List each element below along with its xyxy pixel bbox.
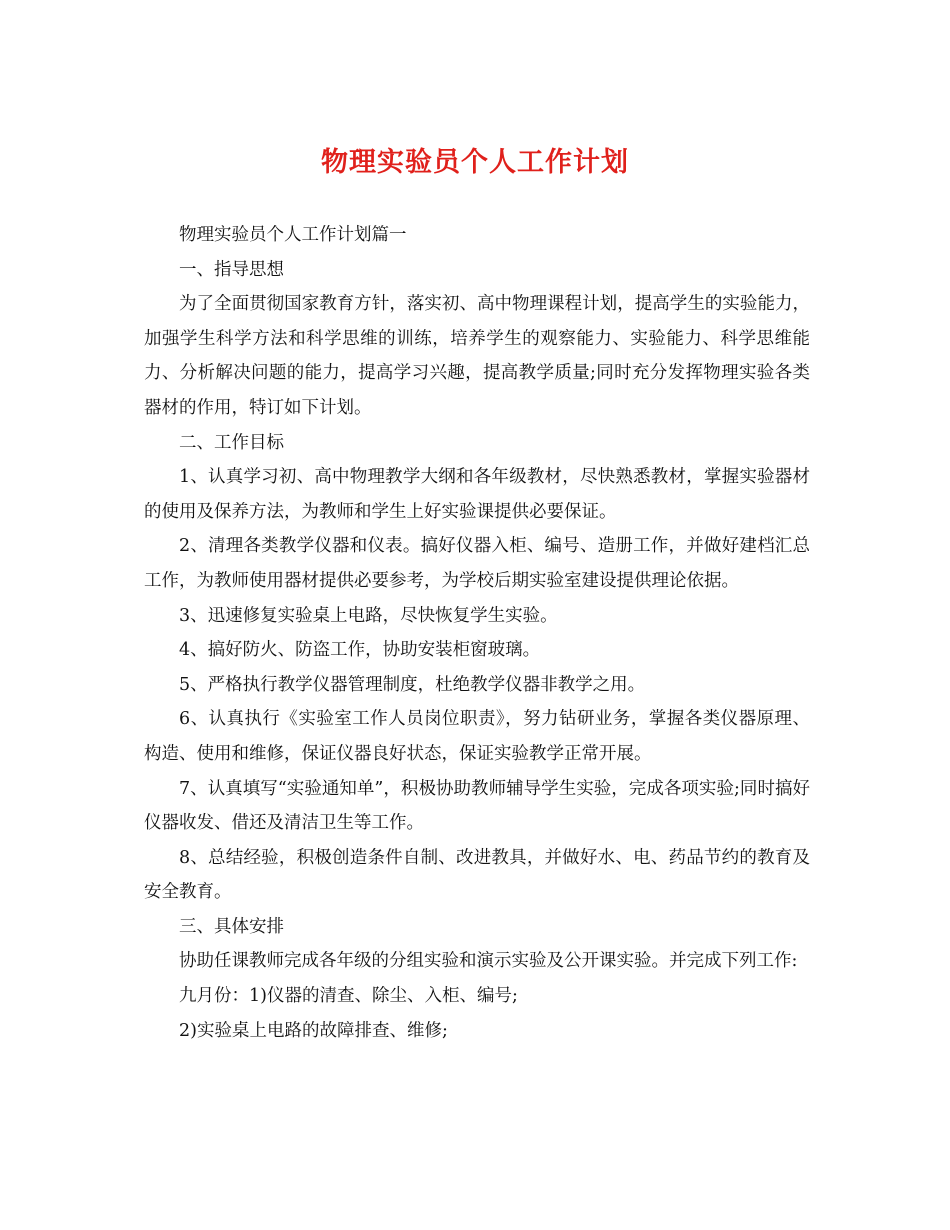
goal-item-8: 8、总结经验，积极创造条件自制、改进教具，并做好水、电、药品节约的教育及安全教育。 bbox=[144, 847, 810, 903]
goal-item-3: 3、迅速修复实验桌上电路，尽快恢复学生实验。 bbox=[179, 605, 558, 626]
goal-item-7: 7、认真填写“实验通知单”，积极协助教师辅导学生实验，完成各项实验;同时搞好仪器收发、借还及清洁卫生等工作。 bbox=[144, 778, 810, 834]
subtitle-paragraph: 物理实验员个人工作计划篇一 bbox=[179, 225, 407, 245]
document-title: 物理实验员个人工作计划 bbox=[321, 147, 629, 178]
document-body bbox=[144, 218, 810, 1048]
section-heading-work-goals: 二、工作目标 bbox=[179, 432, 284, 453]
goal-item-1: 1、认真学习初、高中物理教学大纲和各年级教材，尽快熟悉教材，掌握实验器材的使用及保养方法，为教师和学生上好实验课提供必要保证。 bbox=[144, 467, 810, 522]
section-heading-arrangements: 三、具体安排 bbox=[179, 916, 284, 937]
september-item-2: 2)实验桌上电路的故障排查、维修; bbox=[179, 1020, 448, 1041]
goal-item-5: 5、严格执行教学仪器管理制度，杜绝教学仪器非教学之用。 bbox=[179, 674, 646, 695]
september-item-1: 九月份：1)仪器的清查、除尘、入柜、编号; bbox=[179, 986, 518, 1007]
goal-item-6: 6、认真执行《实验室工作人员岗位职责》，努力钻研业务，掌握各类仪器原理、构造、使用和维修，保证仪器良好状态，保证实验教学正常开展。 bbox=[144, 709, 810, 764]
goal-item-4: 4、搞好防火、防盗工作，协助安装柜窗玻璃。 bbox=[179, 640, 541, 661]
goal-item-2: 2、清理各类教学仪器和仪表。搞好仪器入柜、编号、造册工作，并做好建档汇总工作，为教师使用器材提供必要参考，为学校后期实验室建设提供理论依据。 bbox=[144, 536, 810, 591]
paragraph-guiding-ideas: 为了全面贯彻国家教育方针，落实初、高中物理课程计划，提高学生的实验能力，加强学生科学方法和科学思维的训练，培养学生的观察能力、实验能力、科学思维能力、分析解决问题的能力，提高学习兴趣，提高教学质量;同时充分发挥物理实验各类器材的作用，特订如下计划。 bbox=[144, 294, 810, 418]
paragraph-arrangements: 协助任课教师完成各年级的分组实验和演示实验及公开课实验。并完成下列工作: bbox=[179, 951, 798, 972]
section-heading-guiding-ideas: 一、指导思想 bbox=[179, 259, 284, 280]
